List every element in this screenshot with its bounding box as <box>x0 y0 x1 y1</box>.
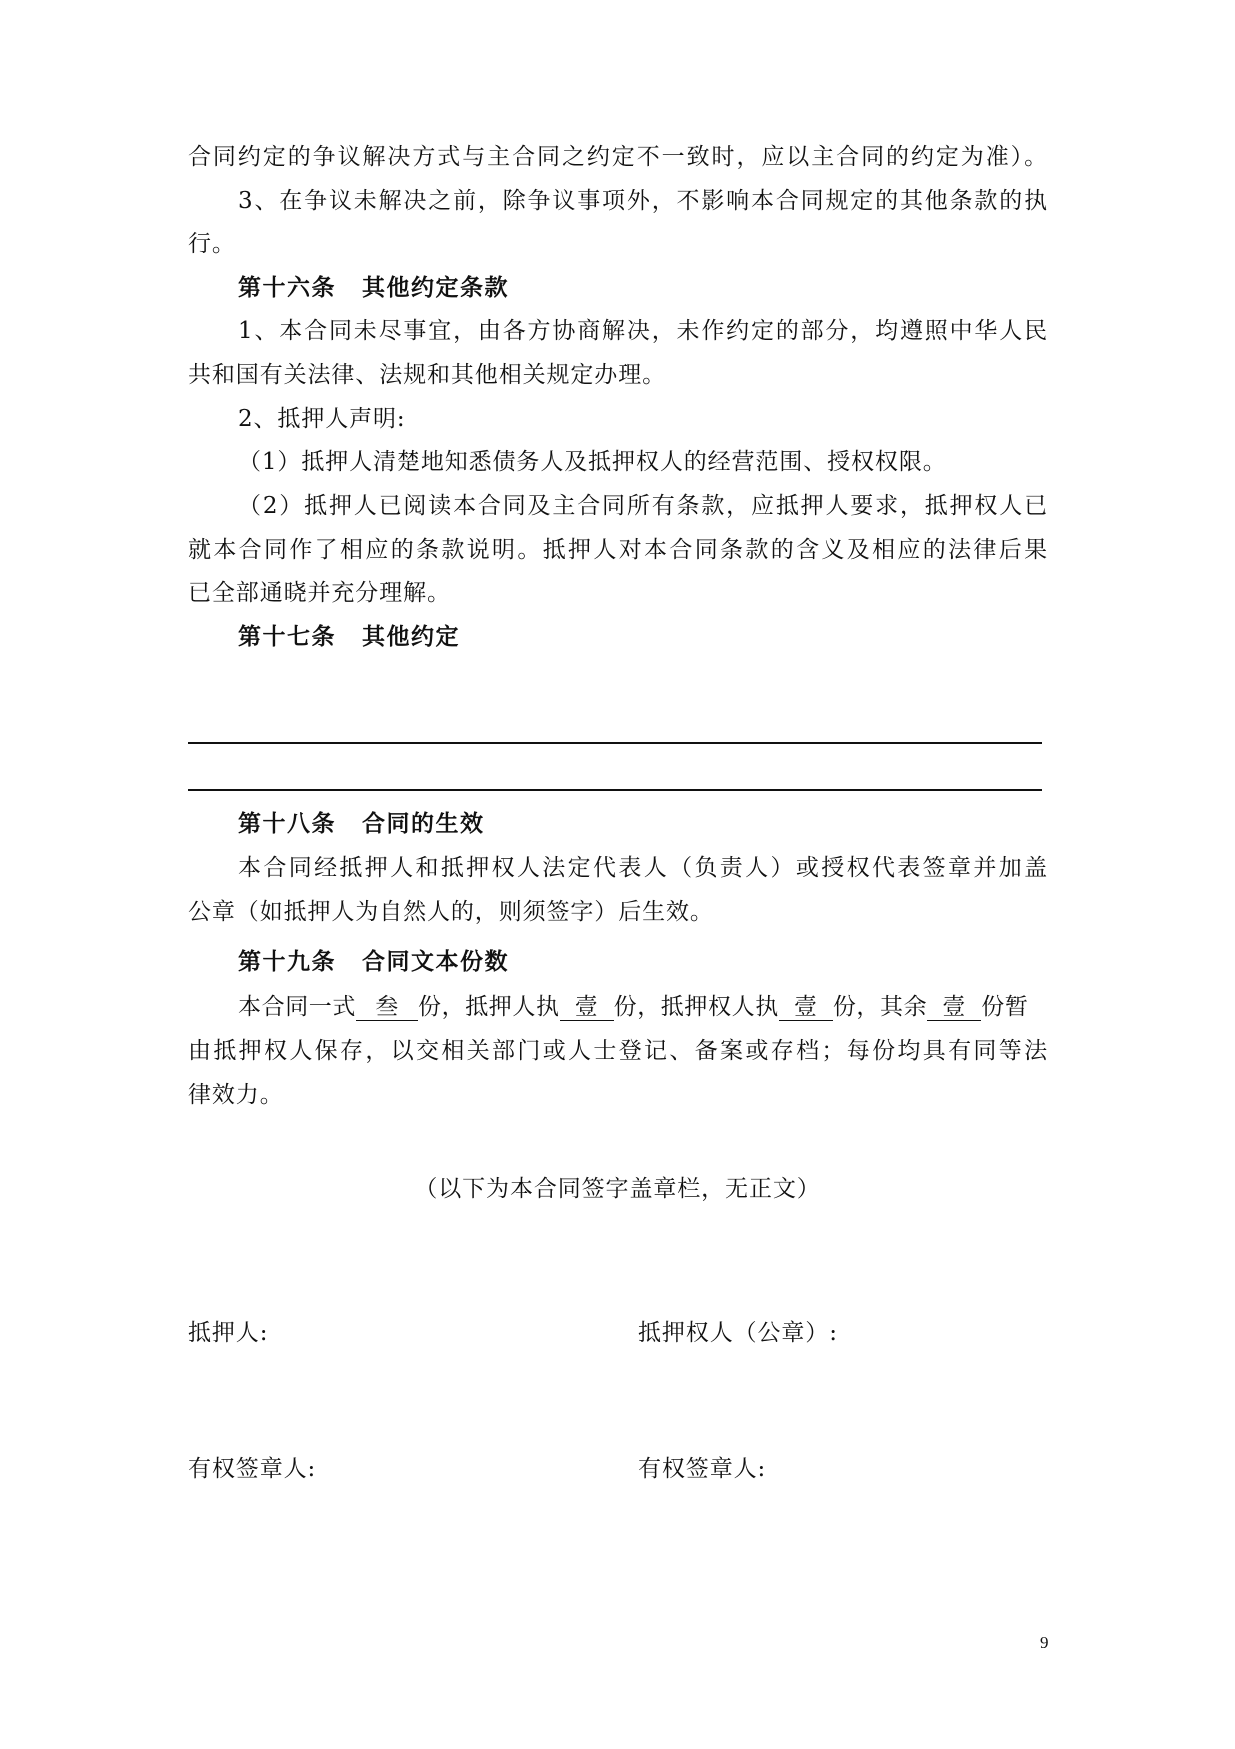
paragraph-line: 合同约定的争议解决方式与主合同之约定不一致时，应以主合同的约定为准）。 <box>188 144 1048 170</box>
paragraph-line: 2、抵押人声明: <box>238 406 406 432</box>
paragraph-line: （2）抵押人已阅读本合同及主合同所有条款，应抵押人要求，抵押权人已 <box>238 493 1048 519</box>
article-title: 合同文本份数 <box>362 948 509 975</box>
page-number: 9 <box>1040 1633 1049 1652</box>
copies-text: 本合同一式 <box>238 994 356 1020</box>
paragraph-line: 1、本合同未尽事宜，由各方协商解决，未作约定的部分，均遵照中华人民 <box>238 318 1048 344</box>
blank-fill-line <box>188 789 1042 791</box>
blank-fill-line <box>188 742 1042 744</box>
article-title: 合同的生效 <box>362 810 485 837</box>
article-title: 其他约定 <box>362 623 460 650</box>
signature-section-note: （以下为本合同签字盖章栏，无正文） <box>414 1176 821 1202</box>
article-19-heading <box>238 947 509 977</box>
paragraph-line: 律效力。 <box>188 1082 284 1108</box>
article-number: 第十七条 <box>238 623 336 650</box>
copies-text: 份暂 <box>981 994 1029 1020</box>
remaining-copies-value: 壹 <box>927 994 981 1021</box>
copies-line <box>238 992 1028 1022</box>
paragraph-line: 共和国有关法律、法规和其他相关规定办理。 <box>188 362 666 388</box>
copies-text: 份，其余 <box>832 994 928 1020</box>
paragraph-line: 由抵押权人保存，以交相关部门或人士登记、备案或存档；每份均具有同等法 <box>188 1038 1048 1064</box>
paragraph-line: 就本合同作了相应的条款说明。抵押人对本合同条款的含义及相应的法律后果 <box>188 537 1048 563</box>
paragraph-line: （1）抵押人清楚地知悉债务人及抵押权人的经营范围、授权权限。 <box>238 449 947 475</box>
mortgagee-copies-value: 壹 <box>779 994 833 1021</box>
authorized-signatory-left: 有权签章人: <box>188 1456 317 1482</box>
mortgagor-copies-value: 壹 <box>560 994 614 1021</box>
article-18-heading <box>238 809 485 839</box>
paragraph-line: 已全部通晓并充分理解。 <box>188 580 451 606</box>
copies-text: 份，抵押权人执 <box>613 994 779 1020</box>
mortgagee-seal-label: 抵押权人（公章）: <box>638 1320 838 1346</box>
article-number: 第十八条 <box>238 810 336 837</box>
mortgagor-label: 抵押人: <box>188 1320 269 1346</box>
paragraph-line: 3、在争议未解决之前，除争议事项外，不影响本合同规定的其他条款的执 <box>238 188 1048 214</box>
paragraph-line: 行。 <box>188 231 236 257</box>
paragraph-line: 本合同经抵押人和抵押权人法定代表人（负责人）或授权代表签章并加盖 <box>238 855 1048 881</box>
paragraph-line: 公章（如抵押人为自然人的，则须签字）后生效。 <box>188 899 714 925</box>
article-number: 第十九条 <box>238 948 336 975</box>
total-copies-value: 叁 <box>356 994 418 1021</box>
article-17-heading <box>238 622 460 652</box>
article-title: 其他约定条款 <box>362 274 509 301</box>
authorized-signatory-right: 有权签章人: <box>638 1456 767 1482</box>
article-16-heading <box>238 273 509 303</box>
copies-text: 份，抵押人执 <box>418 994 560 1020</box>
article-number: 第十六条 <box>238 274 336 301</box>
